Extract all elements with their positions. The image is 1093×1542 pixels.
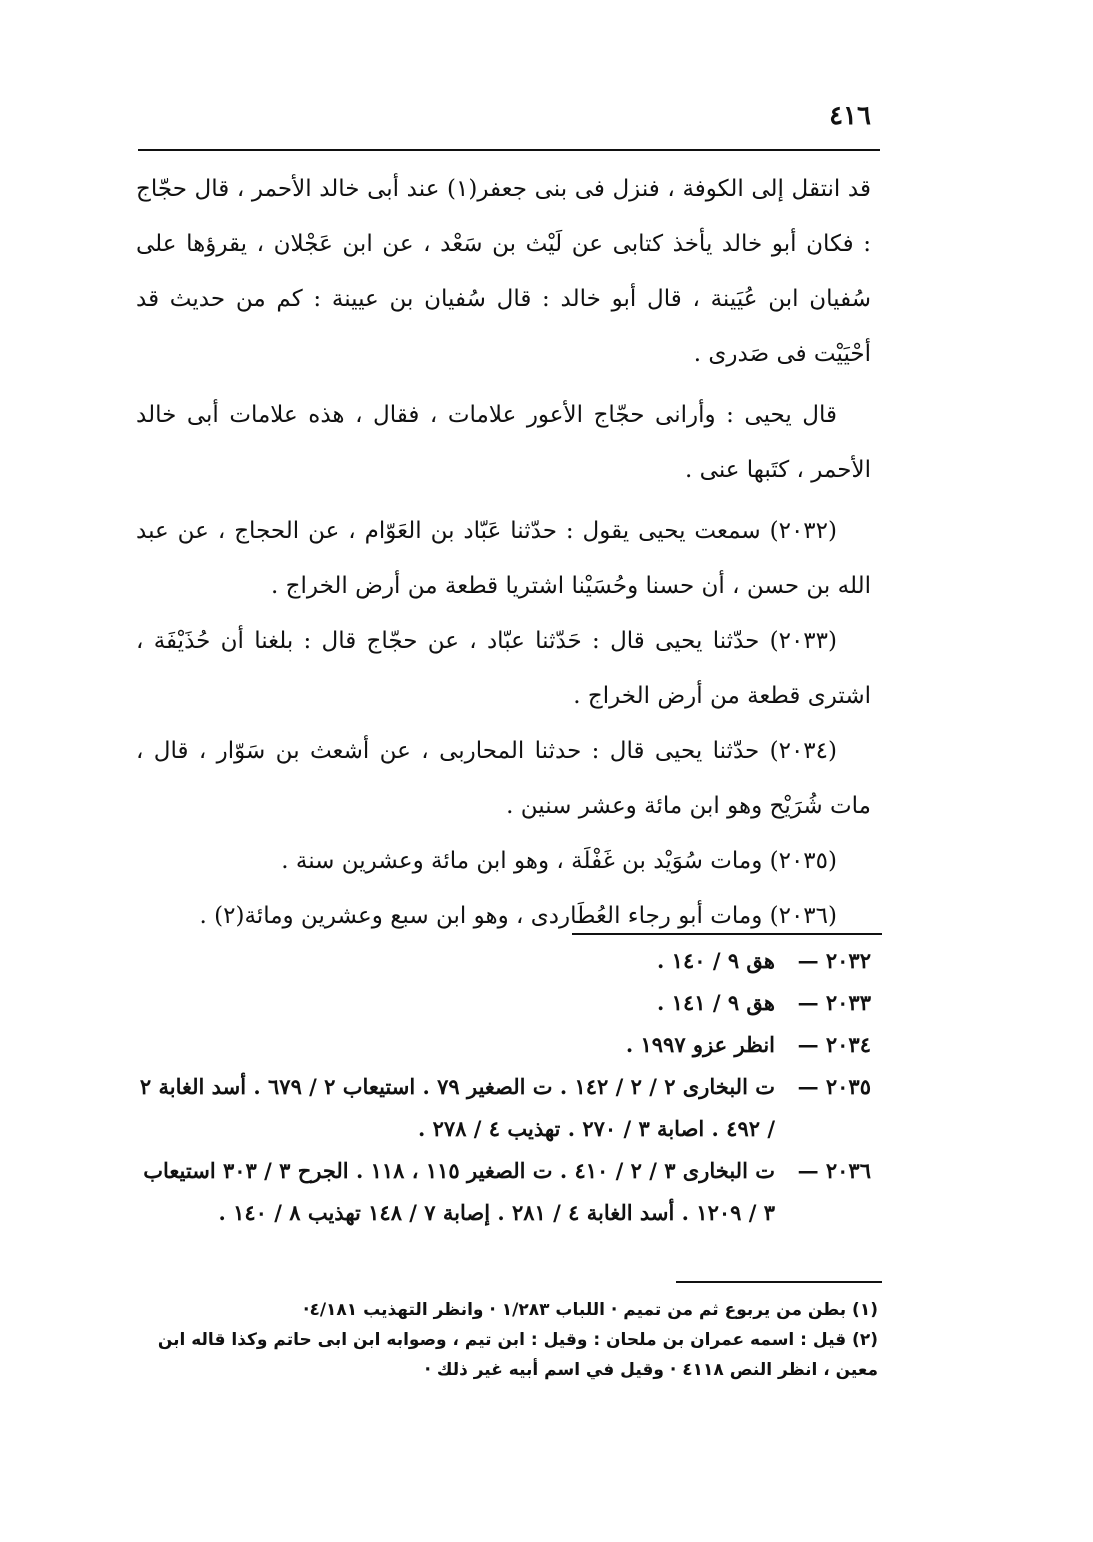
source-number: ٢٠٣٦ — <box>797 1158 871 1183</box>
source-references <box>136 940 871 1234</box>
source-text: ت البخارى ٣ / ٢ / ٤١٠ . ت الصغير ١١٥ ، ١١٨ . الجرح ٣ / ٣٠٣ استيعاب ٣ / ١٢٠٩ . أسد الغابة ٤ / ٢٨١ . إصابة ٧ / ١٤٨ تهذيب ٨ / ١٤٠ . <box>143 1158 775 1225</box>
source-entry <box>136 940 871 982</box>
main-text <box>136 162 871 944</box>
source-number: ٢٠٣٤ — <box>797 1032 871 1057</box>
header-rule <box>138 149 880 151</box>
source-text: هق ٩ / ١٤٠ . <box>657 948 775 973</box>
source-text: انظر عزو ١٩٩٧ . <box>625 1032 775 1057</box>
source-entry <box>136 1024 871 1066</box>
footnote-1: (١) بطن من يربوع ثم من تميم · اللباب ١/٢٨٣ · وانظر التهذيب ٤/١٨١· <box>302 1300 878 1320</box>
footnotes <box>133 1295 878 1385</box>
source-entry <box>136 1066 871 1150</box>
source-number: ٢٠٣٢ — <box>797 948 871 973</box>
source-number: ٢٠٣٥ — <box>797 1074 871 1099</box>
source-number: ٢٠٣٣ — <box>797 990 871 1015</box>
paragraph-continuation: قد انتقل إلى الكوفة ، فنزل فى بنى جعفر(١) عند أبى خالد الأحمر ، قال حجّاج : فكان أبو خالد يأخذ كتابى عن لَيْث بن سَعْد ، عن ابن عَجْلان ، يقرؤها على سُفيان ابن عُيَينة ، قال أبو خالد : قال سُفيان بن عيينة : كم من حديث قد أحْيَيْت فى صَدرى . <box>136 176 871 367</box>
paragraph-2036: (٢٠٣٦) ومات أبو رجاء العُطَاردى ، وهو ابن سبع وعشرين ومائة(٢) . <box>199 903 837 929</box>
paragraph-2033: (٢٠٣٣) حدّثنا يحيى قال : حَدّثنا عبّاد ، عن حجّاج قال : بلغنا أن حُذَيْفَة ، اشترى قطعة من أرض الخراج . <box>136 628 871 709</box>
source-entry <box>136 1150 871 1234</box>
paragraph-2034: (٢٠٣٤) حدّثنا يحيى قال : حدثنا المحاربى ، عن أشعث بن سَوّار ، قال ، مات شُرَيْح وهو ابن مائة وعشر سنين . <box>136 738 871 819</box>
source-text: ت البخارى ٢ / ٢ / ١٤٢ . ت الصغير ٧٩ . استيعاب ٢ / ٦٧٩ . أسد الغابة ٢ / ٤٩٢ . اصابة ٣ / ٢٧٠ . تهذيب ٤ / ٢٧٨ . <box>139 1074 775 1141</box>
page-number: ٤١٦ <box>829 101 871 131</box>
source-entry <box>136 982 871 1024</box>
footnote-2: (٢) قيل : اسمه عمران بن ملحان : وقيل : ابن تيم ، وصوابه ابن ابى حاتم وكذا قاله ابن معين ، انظر النص ٤١١٨ · وقيل في اسم أبيه غير ذلك · <box>157 1330 878 1380</box>
footnotes-divider <box>676 1281 882 1283</box>
paragraph-2032: (٢٠٣٢) سمعت يحيى يقول : حدّثنا عَبّاد بن العَوّام ، عن الحجاج ، عن عبد الله بن حسن ، أن حسنا وحُسَيْنا اشتريا قطعة من أرض الخراج . <box>136 518 871 599</box>
paragraph-2035: (٢٠٣٥) ومات سُوَيْد بن غَفْلَة ، وهو ابن مائة وعشرين سنة . <box>281 848 837 874</box>
paragraph-yahya-statement: قال يحيى : وأرانى حجّاج الأعور علامات ، فقال ، هذه علامات أبى خالد الأحمر ، كتَبها عنى . <box>136 402 871 483</box>
sources-divider <box>572 933 882 935</box>
source-text: هق ٩ / ١٤١ . <box>657 990 775 1015</box>
